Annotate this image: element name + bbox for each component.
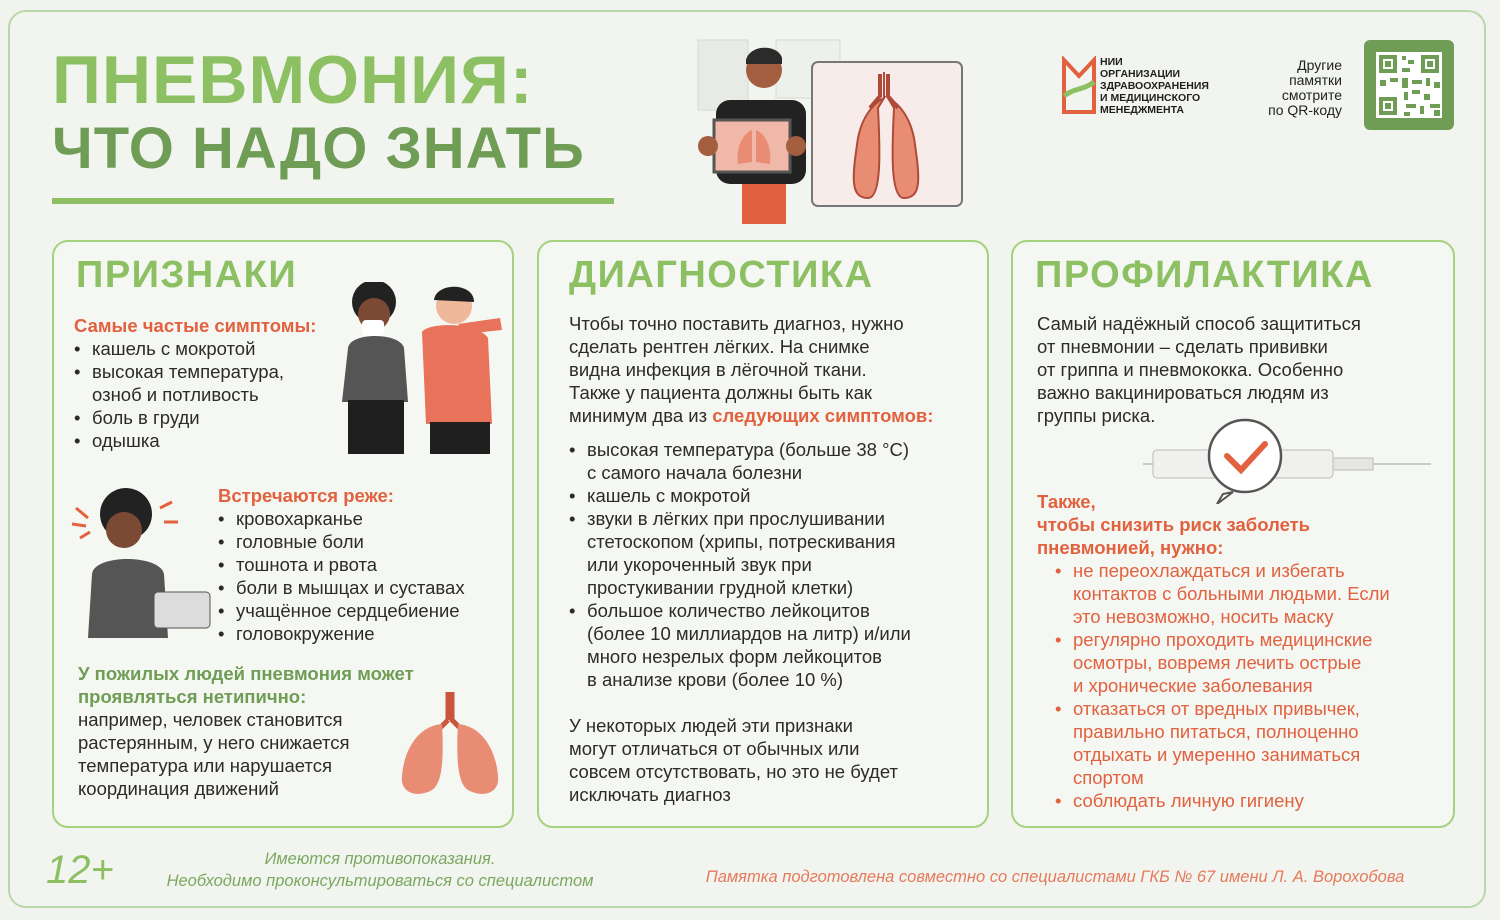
qr-code-icon[interactable] — [1364, 40, 1454, 130]
prevention-also: Также, чтобы снизить риск заболеть пневмонией, нужно: — [1037, 491, 1311, 558]
page-title-line1: ПНЕВМОНИЯ: — [52, 42, 534, 118]
page-title-line2: ЧТО НАДО ЗНАТЬ — [52, 116, 585, 181]
qr-caption: Другие памятки смотрите по QR-коду — [1268, 57, 1342, 118]
age-rating: 12+ — [46, 848, 114, 892]
list-item-cont: озноб и потливость — [92, 384, 259, 405]
list-item: • головные боли — [218, 530, 465, 553]
diagnostics-heading: ДИАГНОСТИКА — [569, 254, 874, 296]
list-item: • высокая температура, — [74, 360, 316, 383]
list-item: • высокая температура (больше 38 °С) с самого начала болезни — [569, 438, 911, 484]
prepared-by-note: Памятка подготовлена совместно со специалистами ГКБ № 67 имени Л. А. Ворохобова — [705, 868, 1405, 886]
diagnostics-intro: Чтобы точно поставить диагноз, нужно сделать рентген лёгких. На снимке видна инфекция в лёгочной ткани. Также у пациента должны быть как минимум два из следующих симптомов: — [569, 313, 934, 426]
list-item: • боли в мышцах и суставах — [218, 576, 465, 599]
prevention-list — [1055, 559, 1390, 812]
list-item: • не переохлаждаться и избегать контактов с больными людьми. Если это невозможно, носить маску — [1055, 559, 1390, 628]
diagnostics-card — [537, 240, 989, 828]
list-item: • одышка — [74, 429, 316, 452]
list-item: • учащённое сердцебиение — [218, 599, 465, 622]
list-item: • регулярно проходить медицинские осмотры, вовремя лечить острые и хронические заболевания — [1055, 628, 1390, 697]
list-item: • соблюдать личную гигиену — [1055, 789, 1390, 812]
diagnostics-outro: У некоторых людей эти признаки могут отличаться от обычных или совсем отсутствовать, но это не будет исключать диагноз — [569, 715, 898, 805]
prevention-heading: ПРОФИЛАКТИКА — [1035, 254, 1374, 296]
list-item: • звуки в лёгких при прослушивании стетоскопом (хрипы, потрескивания или укороченный звук при простукивании грудной клетки) — [569, 507, 911, 599]
doctor-xray-illustration — [672, 38, 972, 224]
lungs-icon — [398, 690, 502, 800]
prevention-card — [1011, 240, 1455, 828]
list-item: • кашель с мокротой — [569, 484, 911, 507]
list-item: • тошнота и рвота — [218, 553, 465, 576]
title-underline — [52, 198, 614, 204]
list-item: • кровохарканье — [218, 507, 465, 530]
diagnostics-list — [569, 438, 911, 691]
list-item: • отказаться от вредных привычек, правильно питаться, полноценно отдыхать и умеренно заниматься спортом — [1055, 697, 1390, 789]
signs-card — [52, 240, 514, 828]
elderly-note: У пожилых людей пневмония может проявляться нетипично: например, человек становится растерянным, у него снижается температура или нарушается координация движений — [78, 663, 414, 799]
prevention-intro: Самый надёжный способ защититься от пневмонии – сделать прививки от гриппа и пневмококка. Особенно важно вакцинироваться людям из группы риска. — [1037, 313, 1361, 426]
signs-heading: ПРИЗНАКИ — [76, 254, 298, 296]
list-item: • большое количество лейкоцитов (более 10 миллиардов на литр) и/или много незрелых форм лейкоцитов в анализе крови (более 10 %) — [569, 599, 911, 691]
institute-name: НИИ ОРГАНИЗАЦИИ ЗДРАВООХРАНЕНИЯ И МЕДИЦИНСКОГО МЕНЕДЖМЕНТА — [1100, 56, 1209, 116]
frequent-symptoms: Самые частые симптомы: • кашель с мокротой • высокая температура, озноб и потливость • боль в груди • одышка — [74, 314, 316, 452]
list-item: • головокружение — [218, 622, 465, 645]
headache-woman-illustration — [68, 488, 218, 638]
list-item: • боль в груди — [74, 406, 316, 429]
list-item: • кашель с мокротой — [74, 337, 316, 360]
rare-symptoms: Встречаются реже: • кровохарканье • головные боли • тошнота и рвота • боли в мышцах и суставах • учащённое сердцебиение • головокружение — [218, 484, 465, 645]
contraindications-note: Имеются противопоказания. Необходимо проконсультироваться со специалистом — [166, 850, 594, 890]
coughing-people-illustration — [338, 282, 508, 454]
